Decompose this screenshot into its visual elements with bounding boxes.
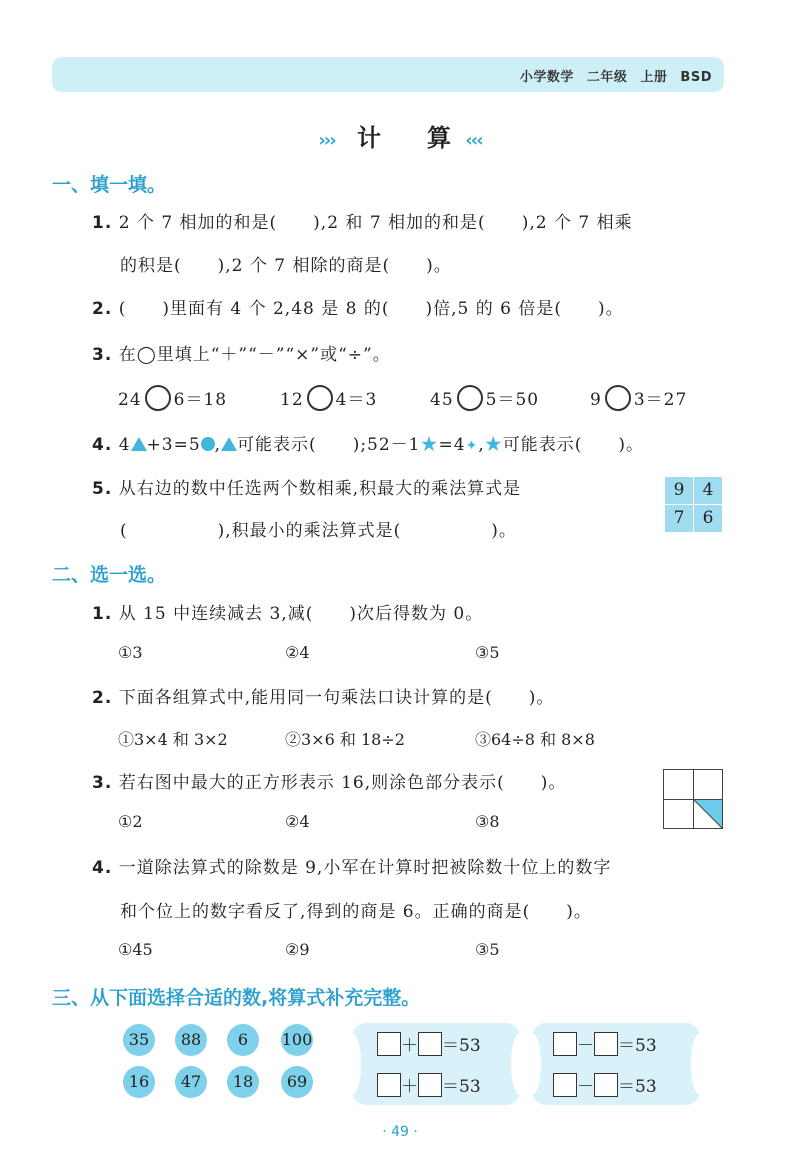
equals-53: ＝53 [442,1036,481,1056]
number-ball[interactable]: 47 [175,1066,207,1098]
page-title [0,118,800,153]
s2-q4-option-3[interactable]: ③5 [475,940,500,959]
header-text: 小学数学 二年级 上册 BSD [519,70,712,85]
s1-q4-num: 4. [92,435,113,455]
triangle-icon [131,437,147,451]
minus-sign: － [577,1077,594,1097]
number-tile: 9 [665,477,693,504]
card-notch [523,1033,541,1095]
s1-q3 [92,340,391,365]
minus-equation-2 [553,1072,657,1097]
s2-q3-option-3[interactable]: ③8 [475,812,500,831]
blank-box[interactable] [553,1032,577,1056]
s2-q3-text: 若右图中最大的正方形表示 16,则涂色部分表示( )。 [118,773,567,793]
equals-53: ＝53 [618,1036,657,1056]
s1-q3-item-1 [118,385,227,411]
s1-q3-text: 在◯里填上“＋”“－”“×”或“÷”。 [118,345,391,365]
s2-q1-option-1[interactable]: ①3 [118,643,143,662]
s2-q4-option-1[interactable]: ①45 [118,940,153,959]
s2-q2-option-2[interactable]: ②3×6 和 18÷2 [285,730,405,749]
number-ball[interactable]: 6 [227,1024,259,1056]
s2-q1 [92,599,483,624]
s2-q2-text: 下面各组算式中,能用同一句乘法口诀计算的是( )。 [118,688,555,708]
card-notch [343,1033,361,1095]
plus-sign: ＋ [401,1077,418,1097]
s2-q2-option-1[interactable]: ①3×4 和 3×2 [118,730,228,749]
s2-q3-option-1[interactable]: ①2 [118,812,143,831]
s1-q3-item-4 [590,385,687,411]
blank-box[interactable] [377,1032,401,1056]
minus-sign: － [577,1036,594,1056]
number-tile: 7 [665,505,693,532]
s1-q5-num: 5. [92,479,113,499]
title-left-arrows: ››› [318,130,335,151]
s1-q5-line2: ( ),积最小的乘法算式是( )。 [120,521,517,541]
s2-q1-option-2[interactable]: ②4 [285,643,310,662]
s2-q4-num: 4. [92,858,113,878]
s1-q4-p1: 4 [118,435,131,455]
page-number: · 49 · [382,1124,418,1140]
s1-q2 [92,294,624,319]
s2-q4-line1 [92,853,611,878]
plus-equation-1 [377,1031,481,1056]
circle-icon [201,437,215,451]
answer-circle[interactable] [605,385,631,411]
s1-q1-text1: 2 个 7 相加的和是( ),2 和 7 相加的和是( ),2 个 7 相乘 [118,213,633,233]
s1-q3-item-1-a: 24 [118,390,142,410]
title-char-1: 计 [357,124,423,152]
s1-q3-item-4-a: 9 [590,390,602,410]
s2-q3-num: 3. [92,773,113,793]
number-tiles [663,475,723,533]
s1-q3-item-2-b: 4＝3 [335,390,378,410]
number-tile: 6 [694,505,722,532]
s2-q4-option-2[interactable]: ②9 [285,940,310,959]
s2-q4-line2: 和个位上的数字看反了,得到的商是 6。正确的商是( )。 [120,902,592,922]
answer-circle[interactable] [145,385,171,411]
star-icon: ★ [420,435,439,455]
s1-q2-num: 2. [92,299,113,319]
title-right-arrows: ‹‹‹ [465,130,482,151]
blank-box[interactable] [594,1032,618,1056]
section1-heading: 一、填一填。 [52,174,167,196]
section2-heading: 二、选一选。 [52,564,167,586]
number-ball[interactable]: 100 [281,1024,313,1056]
s2-q2-num: 2. [92,688,113,708]
s1-q3-item-3 [430,385,539,411]
s2-q3 [92,768,566,793]
plus-equation-2 [377,1072,481,1097]
blank-box[interactable] [553,1073,577,1097]
plus-sign: ＋ [401,1036,418,1056]
blank-box[interactable] [418,1032,442,1056]
equals-53: ＝53 [442,1077,481,1097]
diamond-star-icon: ✦ [465,438,479,454]
s2-q4-text1: 一道除法算式的除数是 9,小军在计算时把被除数十位上的数字 [118,858,612,878]
number-ball[interactable]: 16 [123,1066,155,1098]
answer-circle[interactable] [457,385,483,411]
answer-circle[interactable] [307,385,333,411]
s1-q3-num: 3. [92,345,113,365]
blank-box[interactable] [594,1073,618,1097]
s1-q1-num: 1. [92,213,113,233]
s1-q3-item-2 [280,385,377,411]
s1-q3-item-3-a: 45 [430,390,454,410]
s1-q4-p7: 可能表示( )。 [502,435,644,455]
s1-q3-item-3-b: 5＝50 [485,390,540,410]
s1-q5-text1: 从右边的数中任选两个数相乘,积最大的乘法算式是 [118,479,522,499]
star-icon: ★ [484,435,503,455]
s2-q1-num: 1. [92,604,113,624]
number-ball[interactable]: 18 [227,1066,259,1098]
triangle-icon [221,437,237,451]
s2-q1-option-3[interactable]: ③5 [475,643,500,662]
number-ball[interactable]: 35 [123,1024,155,1056]
s1-q5-line1 [92,474,521,499]
s1-q4 [92,430,644,455]
s1-q4-p3: , [214,435,222,455]
s1-q3-item-1-b: 6＝18 [173,390,228,410]
s2-q2-option-3[interactable]: ③64÷8 和 8×8 [475,730,595,749]
s1-q2-text: ( )里面有 4 个 2,48 是 8 的( )倍,5 的 6 倍是( )。 [118,299,624,319]
number-ball[interactable]: 88 [175,1024,207,1056]
s1-q1-line2: 的积是( ),2 个 7 相除的商是( )。 [120,256,452,276]
s1-q1-line1 [92,208,633,233]
s2-q2 [92,683,554,708]
equals-53: ＝53 [618,1077,657,1097]
s1-q3-item-2-a: 12 [280,390,304,410]
section3-heading: 三、从下面选择合适的数,将算式补充完整。 [52,987,421,1009]
s2-q3-option-2[interactable]: ②4 [285,812,310,831]
blank-box[interactable] [418,1073,442,1097]
number-tile: 4 [694,477,722,504]
minus-equation-1 [553,1031,657,1056]
s1-q4-p2: +3=5 [146,435,201,455]
header-bar [52,57,724,92]
s2-q1-text: 从 15 中连续减去 3,减( )次后得数为 0。 [118,604,484,624]
number-ball[interactable]: 69 [281,1066,313,1098]
s1-q4-p4: 可能表示( );52－1 [237,435,421,455]
blank-box[interactable] [377,1073,401,1097]
square-figure [663,769,723,829]
title-char-2: 算 [427,124,451,152]
s1-q4-p6: , [478,435,485,455]
card-notch [691,1033,709,1095]
shaded-triangle [664,770,722,828]
s1-q3-item-4-b: 3＝27 [633,390,688,410]
s1-q4-p5: =4 [438,435,466,455]
